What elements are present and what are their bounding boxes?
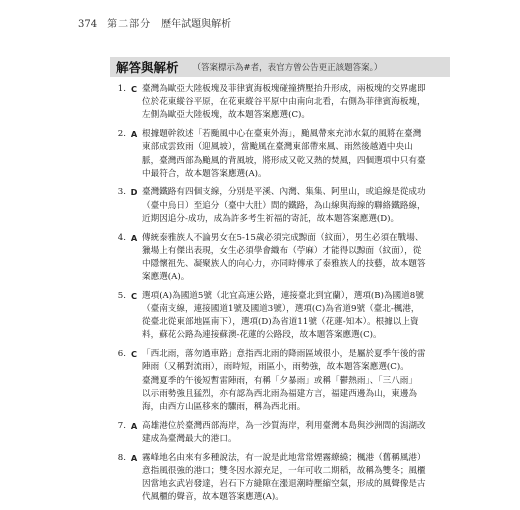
explanation <box>142 290 464 343</box>
explanation-line: 霧峰地名由來有多種說法，有一說是此地常常煙霧繚繞；楓港（舊稱風港） <box>142 452 426 463</box>
explanation-line: 傳統泰雅族人不論男女在5-15歲必須完成黥面（紋面），男生必須在戰場、 <box>142 232 424 243</box>
question-number: 6. <box>117 349 126 360</box>
answer-letter: A <box>130 129 138 140</box>
answer-item <box>112 290 464 343</box>
explanation <box>142 232 464 285</box>
explanation-line: 代風櫃的聲音，故本題答案應選(A)。 <box>142 492 284 503</box>
answer-letter: A <box>130 232 138 243</box>
answers-heading <box>110 57 450 77</box>
question-number: 2. <box>117 129 126 140</box>
explanation-line: 根據題幹敘述「若颱風中心在臺東外海」，颱風帶來充沛水氣的風將在臺灣 <box>142 129 422 140</box>
section-label: 第二部分 <box>107 19 152 30</box>
answer-letter: C <box>130 84 137 94</box>
answer-list <box>112 83 464 510</box>
question-number: 5. <box>117 290 126 301</box>
answer-item <box>112 452 464 505</box>
explanation-line: 案應選(A)。 <box>142 272 190 283</box>
explanation-line: 臺灣鐵路有四個支線，分別是平溪、內灣、集集、阿里山，或追線是從成功 <box>142 187 426 198</box>
explanation-line: 中隱懷祖先、凝聚族人的向心力，亦同時傳承了泰雅族人的技藝，故本題答 <box>142 258 426 269</box>
explanation-line: 料，蘇花公路為連接蘇澳-花蓮的公路段，故本題答案應選(C)。 <box>142 330 382 341</box>
explanation <box>142 348 464 414</box>
page-number: 374 <box>78 19 98 30</box>
explanation-line: 東部成雲致雨（迎風坡），當颱風在臺灣東部帶來風、雨然後越過中央山 <box>142 142 413 153</box>
heading-note: （答案標示為#者，表官方曾公告更正該題答案。） <box>192 63 383 73</box>
answer-letter: A <box>130 452 138 463</box>
explanation-line: 意指風很強的港口；雙冬因水源充足，一年可收二期稻，故稱為雙冬；風櫃 <box>142 465 426 476</box>
explanation-line: 「西北雨，落勿過車路」意指西北雨的降雨區域很小，是屬於夏季午後的雷 <box>142 349 426 360</box>
explanation-line: （臺中烏日）至追分（臺中大肚）間的鐵路，為山線與海線的聯絡鐵路線， <box>142 200 426 211</box>
section-title: 歷年試題與解析 <box>161 19 232 30</box>
answer-letter: C <box>130 290 137 301</box>
explanation-line: 以示雨勢強且猛烈，亦有認為西北雨為福建方言，福建西邊為山，東邊為 <box>142 388 418 399</box>
explanation-line: 獵場上有傑出表現，女生必須學會織布（苧麻）才能得以黥面（紋面），從 <box>142 245 422 256</box>
question-number: 1. <box>117 84 126 94</box>
explanation-line: 從臺北從東部地區南下），選項(D)為省道11號（花蓮-知本）。根據以上資 <box>142 317 419 328</box>
explanation-line: 建成為臺灣最大的港口。 <box>142 433 237 444</box>
question-number: 4. <box>117 232 126 243</box>
explanation-line: 陣雨（又稱對流雨），雨時短，雨區小，雨勢強，故本題答案應選(C)。 <box>142 362 409 373</box>
answer-item <box>112 128 464 181</box>
page-header <box>78 15 231 30</box>
explanation-line: 高雄港位於臺灣西部海岸，為一沙質海岸，利用臺灣本島與沙洲間的潟湖改 <box>142 420 426 431</box>
answer-item <box>112 186 464 226</box>
explanation <box>142 452 464 505</box>
explanation <box>142 128 464 181</box>
explanation-line: （臺南支線，連接國道1號及國道3號），選項(C)為省道9號（臺北-楓港， <box>142 304 420 315</box>
question-number: 8. <box>117 452 126 463</box>
explanation <box>142 83 464 123</box>
answer-letter: D <box>130 187 138 198</box>
answer-item <box>112 348 464 414</box>
explanation-line: 脈，臺灣西部為颱風的背風坡，將形成又乾又熱的焚風，四個選項中只有臺 <box>142 155 426 166</box>
question-number: 7. <box>117 420 126 431</box>
question-number: 3. <box>117 187 126 198</box>
explanation-line: 臺灣為歐亞大陸板塊及菲律賓海板塊碰撞擠壓抬升形成，兩板塊的交界處即 <box>142 84 426 94</box>
explanation-line: 位於花東縱谷平原，在花東縱谷平原中由南向北看，右側為菲律賓海板塊， <box>142 97 426 108</box>
explanation <box>142 420 464 446</box>
explanation-line: 近期因追分-成功，成為許多考生祈福的寄託，故本題答案應選(D)。 <box>142 213 400 224</box>
answer-letter: C <box>130 349 137 360</box>
explanation-line: 海，由西方山區移來的驟雨，稱為西北雨。 <box>142 401 306 412</box>
explanation-line: 中最符合，故本題答案應選(A)。 <box>142 168 267 179</box>
heading-title: 解答與解析 <box>116 60 179 75</box>
answer-item <box>112 420 464 446</box>
explanation <box>142 186 464 226</box>
explanation-line: 左側為歐亞大陸板塊，故本題答案應選(C)。 <box>142 110 310 121</box>
explanation-line: 因當地玄武岩發達，岩石下方縫隙在漲退潮時壓縮空氣，形成的風聲像是古 <box>142 478 426 489</box>
explanation-line: 臺灣夏季的午後短暫雷陣雨，有稱「夕暴雨」或稱「鬱熱雨」、「三八雨」 <box>142 375 417 386</box>
answer-item <box>112 232 464 285</box>
answer-item <box>112 83 464 123</box>
explanation-line: 選項(A)為國道5號（北宜高速公路，連接臺北到宜蘭），選項(B)為國道8號 <box>142 290 424 301</box>
answer-letter: A <box>130 420 138 431</box>
